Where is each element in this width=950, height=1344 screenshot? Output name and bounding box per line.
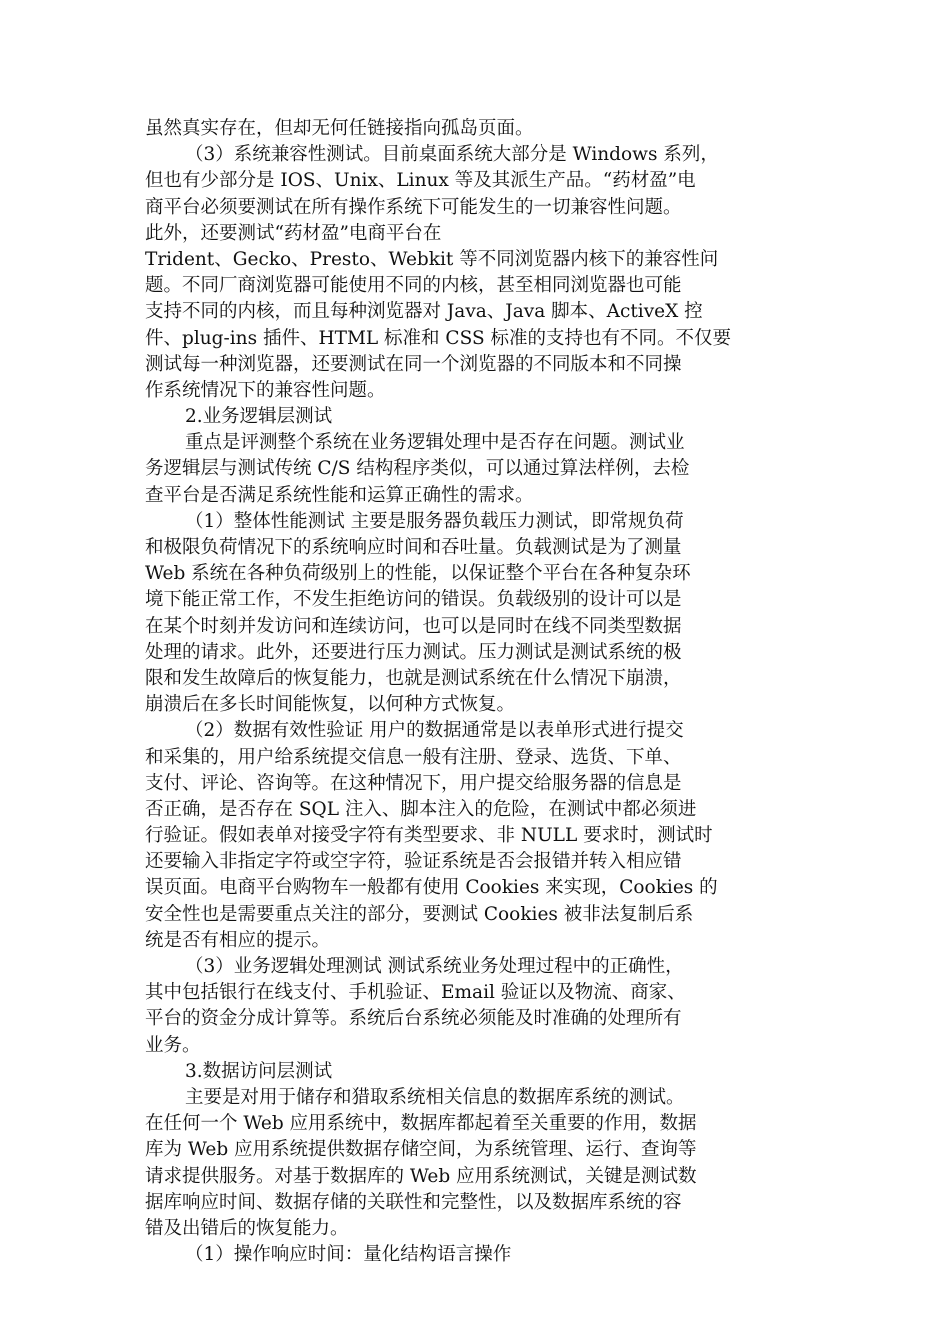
text-line: 其中包括银行在线支付、手机验证、Email 验证以及物流、商家、 [145,982,686,1004]
text-line: 3.数据访问层测试 [185,1060,333,1082]
text-line: 查平台是否满足系统性能和运算正确性的需求。 [145,484,534,506]
text-line: 统是否有相应的提示。 [145,929,331,951]
text-line: 处理的请求。此外，还要进行压力测试。压力测试是测试系统的极 [145,641,682,663]
text-line: 虽然真实存在，但却无何任链接指向孤岛页面。 [145,118,534,139]
text-line: Web 系统在各种负荷级别上的性能，以保证整个平台在各种复杂环 [145,563,691,585]
text-line: 务逻辑层与测试传统 C/S 结构程序类似，可以通过算法样例，去检 [145,458,690,480]
text-line: 2.业务逻辑层测试 [185,406,333,428]
text-line: 此外，还要测试“药材盈”电商平台在 [145,222,442,244]
text-line: 商平台必须要测试在所有操作系统下可能发生的一切兼容性问题。 [145,196,682,218]
text-line: 错及出错后的恢复能力。 [145,1217,349,1239]
text-line: 崩溃后在多长时间能恢复，以何种方式恢复。 [145,694,516,716]
text-line: 请求提供服务。对基于数据库的 Web 应用系统测试，关键是测试数 [145,1165,697,1187]
document-page [145,116,810,1268]
text-line: 还要输入非指定字符或空字符，验证系统是否会报错并转入相应错 [145,851,682,873]
text-line: 件、plug-ins 插件、HTML 标准和 CSS 标准的支持也有不同。不仅要 [145,327,731,349]
text-line: 支持不同的内核，而且每种浏览器对 Java、Java 脚本、ActiveX 控 [145,301,703,323]
text-line: 重点是评测整个系统在业务逻辑处理中是否存在问题。测试业 [185,432,685,454]
text-line: 库为 Web 应用系统提供数据存储空间，为系统管理、运行、查询等 [145,1139,697,1161]
text-line: （3）业务逻辑处理测试 测试系统业务处理过程中的正确性， [185,956,684,977]
text-line: 在某个时刻并发访问和连续访问，也可以是同时在线不同类型数据 [145,615,682,637]
text-line: 但也有少部分是 IOS、Unix、Linux 等及其派生产品。“药材盈”电 [145,170,696,192]
text-line: 平台的资金分成计算等。系统后台系统必须能及时准确的处理所有 [145,1008,682,1030]
text-line: 安全性也是需要重点关注的部分，要测试 Cookies 被非法复制后系 [145,903,694,925]
text-line: 据库响应时间、数据存储的关联性和完整性，以及数据库系统的容 [145,1191,682,1213]
text-line: 题。不同厂商浏览器可能使用不同的内核，甚至相同浏览器也可能 [145,275,682,297]
text-line: 限和发生故障后的恢复能力，也就是测试系统在什么情况下崩溃， [145,667,682,689]
text-line: （2）数据有效性验证 用户的数据通常是以表单形式进行提交 [185,720,684,742]
text-line: 行验证。假如表单对接受字符有类型要求、非 NULL 要求时，测试时 [145,825,713,847]
text-line: 在任何一个 Web 应用系统中，数据库都起着至关重要的作用，数据 [145,1113,697,1135]
text-line: （1）操作响应时间：量化结构语言操作 [185,1244,512,1266]
text-line: 支付、评论、咨询等。在这种情况下，用户提交给服务器的信息是 [145,772,682,794]
text-line: 和极限负荷情况下的系统响应时间和吞吐量。负载测试是为了测量 [145,537,682,558]
text-line: 和采集的，用户给系统提交信息一般有注册、登录、选货、下单、 [145,746,682,768]
text-line: （3）系统兼容性测试。目前桌面系统大部分是 Windows 系列， [185,144,719,166]
text-line: 否正确，是否存在 SQL 注入、脚本注入的危险，在测试中都必须进 [145,798,697,820]
text-line: 业务。 [145,1034,201,1056]
text-line: 主要是对用于储存和猎取系统相关信息的数据库系统的测试。 [185,1086,685,1108]
text-line: 境下能正常工作，不发生拒绝访问的错误。负载级别的设计可以是 [145,589,682,611]
text-line: （1）整体性能测试 主要是服务器负载压力测试，即常规负荷 [185,510,684,532]
text-line: 误页面。电商平台购物车一般都有使用 Cookies 来实现，Cookies 的 [145,877,718,899]
text-line: Trident、Gecko、Presto、Webkit 等不同浏览器内核下的兼容性问 [145,248,719,270]
text-line: 测试每一种浏览器，还要测试在同一个浏览器的不同版本和不同操 [145,353,682,375]
text-line: 作系统情况下的兼容性问题。 [145,379,386,401]
